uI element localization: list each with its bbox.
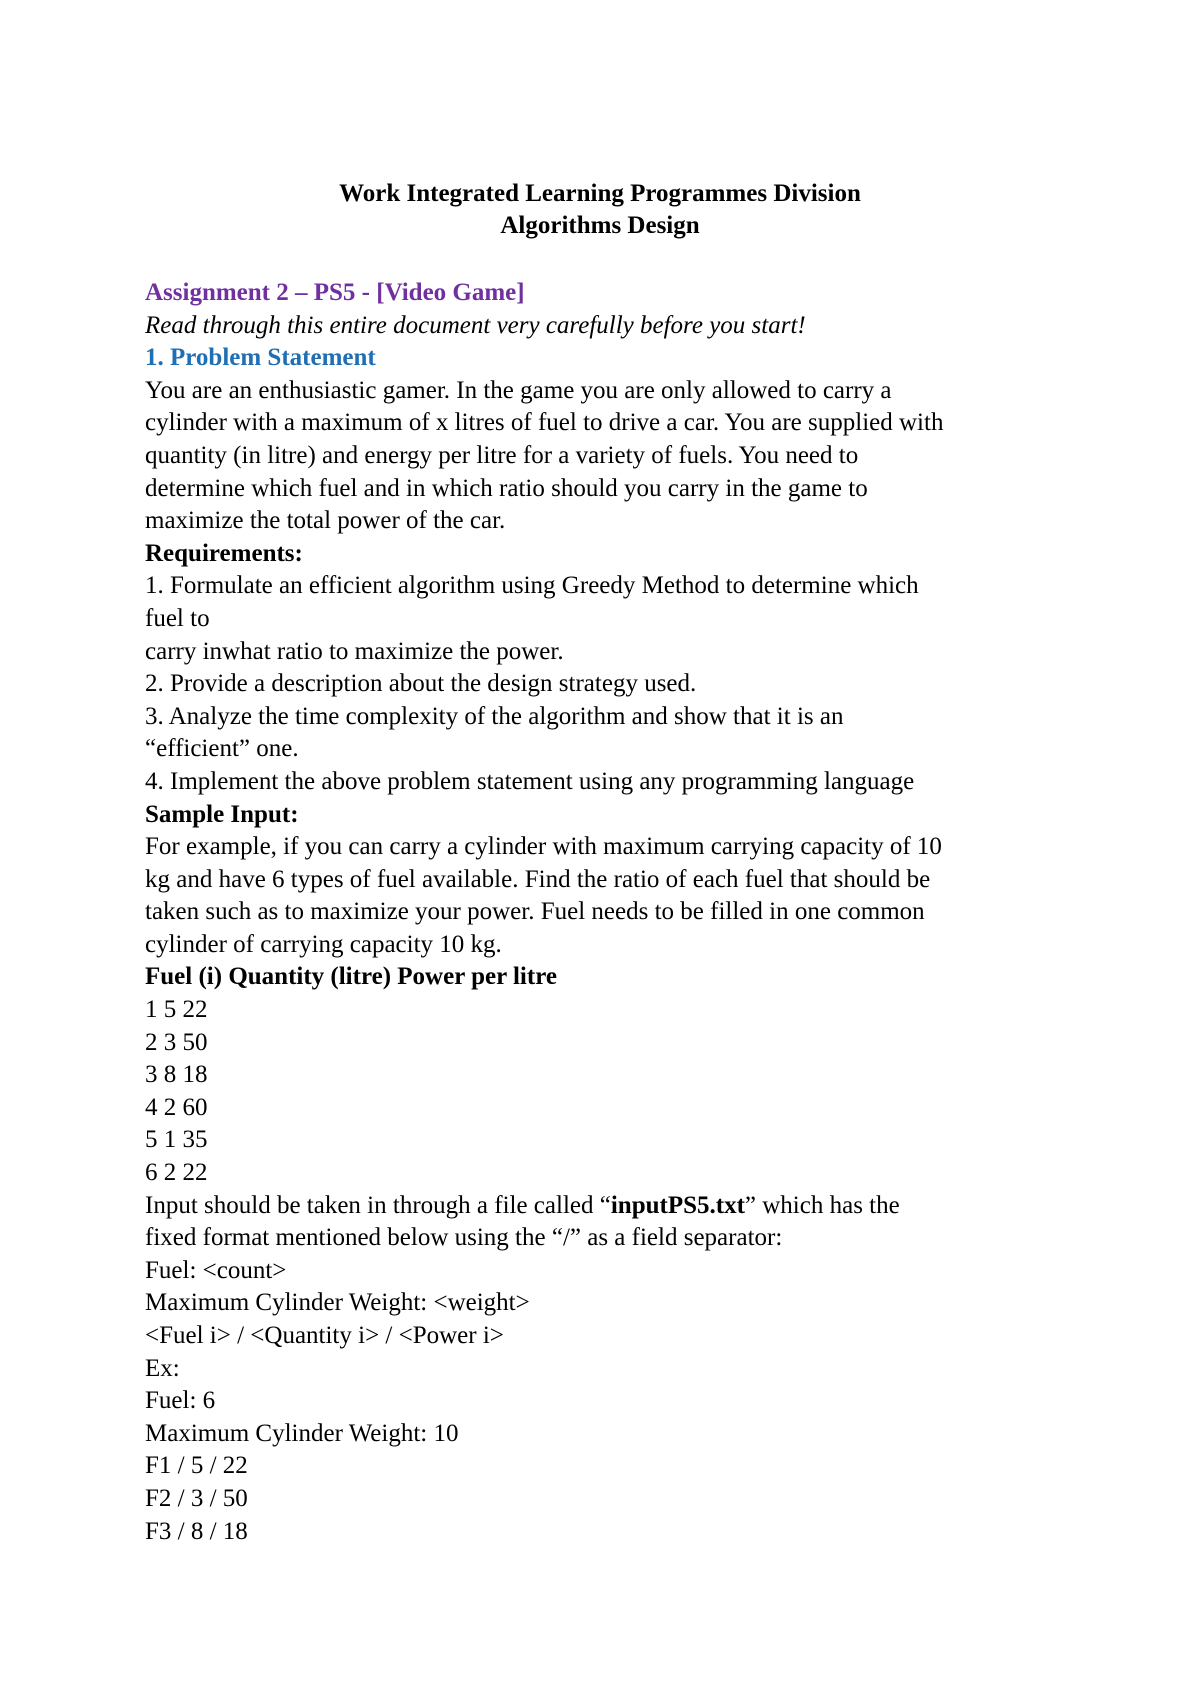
problem-line: maximize the total power of the car. — [145, 507, 506, 535]
requirement-line: 4. Implement the above problem statement using any programming language — [145, 767, 915, 795]
assignment-title: Assignment 2 – PS5 - [Video Game] — [145, 279, 525, 306]
fuel-table-row: 4 2 60 — [145, 1093, 208, 1121]
problem-line: quantity (in litre) and energy per litre for a variety of fuels. You need to — [145, 441, 859, 469]
fuel-table-row: 3 8 18 — [145, 1061, 208, 1089]
fuel-table-row: 5 1 35 — [145, 1126, 208, 1154]
example-line: Fuel: 6 — [145, 1387, 216, 1415]
problem-line: cylinder with a maximum of x litres of fuel to drive a car. You are supplied with — [145, 409, 944, 437]
requirement-line: “efficient” one. — [145, 735, 299, 763]
problem-line: You are an enthusiastic gamer. In the game you are only allowed to carry a — [145, 376, 892, 404]
sample-input-line: cylinder of carrying capacity 10 kg. — [145, 930, 502, 958]
requirements-heading: Requirements: — [145, 539, 303, 567]
requirement-line: carry inwhat ratio to maximize the power. — [145, 637, 564, 665]
document-body — [145, 277, 1075, 1548]
sample-input-line: kg and have 6 types of fuel available. Find the ratio of each fuel that should be — [145, 865, 931, 893]
input-file-text-before: Input should be taken in through a file called “ — [145, 1191, 611, 1219]
document-heading — [0, 178, 1200, 242]
intro-note: Read through this entire document very carefully before you start! — [145, 311, 806, 339]
input-filename: inputPS5.txt — [610, 1191, 745, 1219]
sample-input-line: For example, if you can carry a cylinder with maximum carrying capacity of 10 — [145, 833, 942, 861]
requirement-line: fuel to — [145, 604, 210, 632]
example-line: F1 / 5 / 22 — [145, 1452, 248, 1480]
sample-input-line: taken such as to maximize your power. Fuel needs to be filled in one common — [145, 898, 925, 926]
requirement-line: 3. Analyze the time complexity of the algorithm and show that it is an — [145, 702, 844, 730]
example-line: F3 / 8 / 18 — [145, 1517, 248, 1545]
course-title: Algorithms Design — [500, 212, 700, 239]
sample-input-heading: Sample Input: — [145, 800, 299, 828]
division-title: Work Integrated Learning Programmes Division — [339, 180, 861, 207]
problem-statement-heading: 1. Problem Statement — [145, 344, 376, 372]
input-format-description: fixed format mentioned below using the “/” as a field separator: — [145, 1224, 783, 1252]
example-line: F2 / 3 / 50 — [145, 1484, 248, 1512]
problem-line: determine which fuel and in which ratio should you carry in the game to — [145, 474, 868, 502]
input-format-line: <Fuel i> / <Quantity i> / <Power i> — [145, 1322, 504, 1349]
example-label: Ex: — [145, 1354, 180, 1382]
requirement-line: 1. Formulate an efficient algorithm using Greedy Method to determine which — [145, 572, 919, 600]
fuel-table-row: 1 5 22 — [145, 996, 208, 1024]
input-format-line: Fuel: <count> — [145, 1256, 287, 1284]
input-format-line: Maximum Cylinder Weight: <weight> — [145, 1289, 530, 1317]
fuel-table-row: 2 3 50 — [145, 1028, 208, 1056]
fuel-table-row: 6 2 22 — [145, 1159, 208, 1187]
input-file-text-after: ” which has the — [744, 1191, 900, 1219]
requirement-line: 2. Provide a description about the design strategy used. — [145, 670, 697, 698]
example-line: Maximum Cylinder Weight: 10 — [145, 1419, 459, 1447]
input-file-line — [145, 1190, 1075, 1223]
fuel-table-header: Fuel (i) Quantity (litre) Power per litre — [145, 963, 557, 991]
